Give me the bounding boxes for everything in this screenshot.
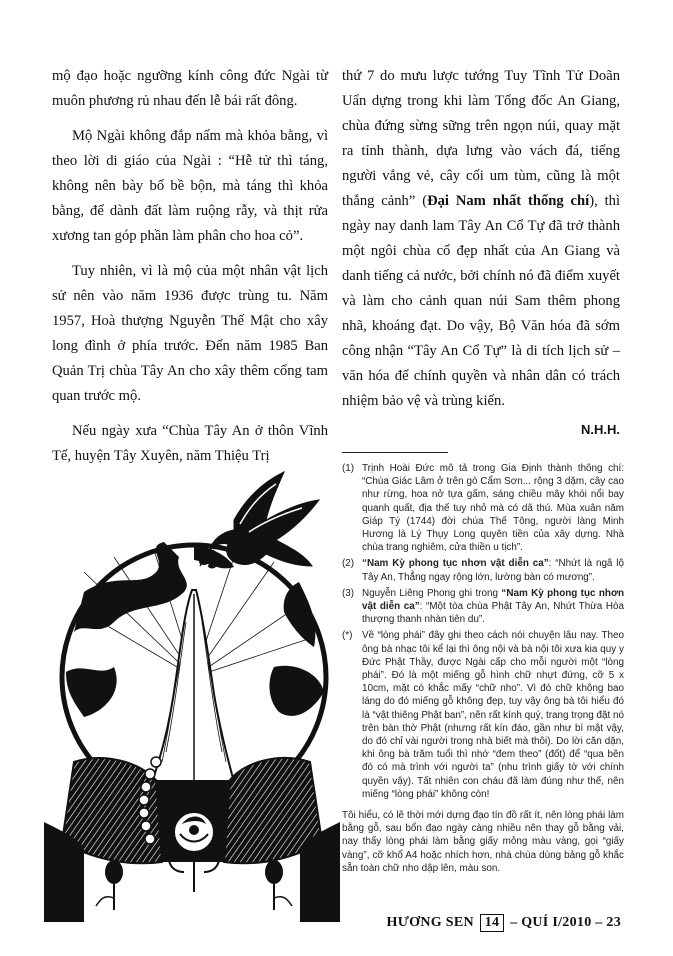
rose-bud-icon: [96, 860, 123, 910]
footnote-number: (3): [342, 587, 355, 599]
footnotes: [342, 462, 624, 875]
footnote-item: [342, 462, 624, 554]
footnote-number: (2): [342, 558, 355, 570]
paragraph: mộ đạo hoặc ngưỡng kính công đức Ngài từ muôn phương rủ nhau đến lễ bái rất đông.: [52, 68, 328, 109]
right-column: [342, 64, 620, 437]
paragraph: Tuy nhiên, vì là mộ của một nhân vật lịch sử nên vào năm 1936 được trùng tu. Năm 1957, Hoà thượng Nguyễn Thế Mật cho xây long đình ở phía trước. Đến năm 1985 Ban Quản Trị chùa Tây An cho xây thêm cổng tam quan trước mộ.: [52, 263, 328, 404]
footnote-item: [342, 557, 624, 583]
issue-number: 14: [480, 914, 505, 932]
footnote-number: (1): [342, 463, 355, 474]
left-column: [52, 64, 328, 479]
footnote-divider: [342, 452, 448, 453]
footnote-body: : “Một tòa chùa Phật Tây An, Nhứt Thừa Hòa thượng thanh nhàn tiên du”.: [362, 601, 624, 626]
book-title: Đại Nam nhất thống chí: [427, 193, 590, 209]
footnote-bold: “Nam Kỳ phong tục nhơn vật diễn ca”: [362, 587, 624, 613]
issue-date-page: – QUÍ I/2010 – 23: [510, 915, 621, 930]
footnote-text: Trịnh Hoài Đức mô tả trong Gia Định thành thông chí: “Chùa Giác Lâm ở trên gò Cẩm Sơn... rộng 3 dặm, cây cao như rừng, hoa nở tựa gấm, sáng chiều mây khói nổi bay quanh quất, địa thế tuy nhỏ mà có dã thú. Mùa xuân năm Giáp Tý (1744) đời chúa Thế Tông, người làng Minh Hương là Lý Thụy Long quyên tiền của xây dựng. Nhà chùa trang nghiêm, cửa thiền u tịch”.: [362, 463, 624, 554]
footnote-body: Nguyễn Liêng Phong ghi trong: [362, 587, 502, 599]
footnote-number: (*): [342, 630, 353, 642]
paragraph-text: ), thì ngày nay danh lam Tây An Cổ Tự đã trở thành một ngôi chùa cổ đẹp nhất của An Giang và danh tiếng cả nước, bởi chính nó đã điểm xuyết và làm cho cảnh quan núi Sam thêm phong nhã, khoáng đạt. Do vậy, Bộ Văn hóa đã sớm công nhận “Tây An Cổ Tự” là di tích lịch sử – văn hóa để chính quyền và nhân dân có trách nhiệm bảo vệ và trùng kiến.: [342, 193, 620, 409]
paragraph: [342, 64, 620, 414]
footnote-text: [362, 557, 624, 583]
page-footer: [387, 914, 621, 932]
footnote-item: [342, 587, 624, 627]
footnote-text: [362, 587, 624, 627]
paragraph: Nếu ngày xưa “Chùa Tây An ở thôn Vĩnh Tế, huyện Tây Xuyên, năm Thiệu Trị: [52, 423, 328, 464]
praying-hands-illustration: [44, 462, 340, 922]
footnote-body: : “Nhứt là ngã lộ Tây An, Thẳng ngay rộng lớn, lường bàn có mương”.: [362, 558, 624, 583]
footnote-text: Về “lòng phái” đây ghi theo cách nói chuyện lâu nay. Theo ông bà nhạc tôi kể lại thì ông nội và bà nội tôi xưa kia quy y Đức Phật Thầy, được Ngài cấp cho mỗi người một “lòng phái”. Đó là một miếng gỗ hình chữ nhựt đứng, cỡ 5 x 10cm, mặt có khắc mấy “chữ nho”. Vì đó chữ không bao láng do đó miếng gỗ không đẹp, tuy vậy ông bà tôi hiểu đó là “vật thiêng Phật ban”, nên rất kính quý, trang trọng đặt nó trên bàn thờ Phật (nhưng rất kín đáo, gần như bí mật vậy, do đó chỉ vài người trong nhà biết mà thôi). Do lời căn dặn, khi ông bà trăm tuổi thì nhớ “đem theo” (đốt) để “qua bên đó có mà trình với người ta” (nhu trình giấy tờ với chính quyền vậy). Tất nhiên con cháu đã làm đúng như thế, nên miếng “lòng phái” không còn!: [362, 630, 624, 800]
author-signature: N.H.H.: [581, 422, 620, 437]
magazine-name: HƯƠNG SEN: [386, 915, 474, 930]
footnote-continuation: Tôi hiểu, có lẽ thời mới dựng đạo tín đồ rất ít, nên lòng phái làm bằng gỗ, sau bổn đạo ngày càng nhiều nên thay gỗ bằng vải, nay thấy lòng phái làm bằng giấy mỏng màu vàng, gọi “giấy vàng”, cỡ khổ A4 hoặc nhích hơn, nhà chùa dùng bảng gỗ khắc sẵn toàn chữ nho dập lên, màu son.: [342, 810, 624, 874]
paragraph-text: thứ 7 do mưu lược tướng Tuy Tĩnh Tử Doãn Uẩn dựng trong khi làm Tổng đốc An Giang, chùa đứng sừng sững trên ngọn núi, quay mặt ra tỉnh thành, dựa lưng vào vách đá, tiếng người vắng vẻ, cây cối um tùm, cũng là một thắng cảnh” (: [342, 68, 620, 209]
rose-bud-icon: [265, 860, 292, 910]
footnote-bold: “Nam Kỳ phong tục nhơn vật diễn ca”: [362, 558, 549, 570]
paragraph: Mộ Ngài không đắp nấm mà khỏa bằng, vì theo lời di giáo của Ngài : “Hễ tử thì táng, không nên bày bố bề bộn, mà táng thì khỏa bằng, để dành đất làm ruộng rẫy, và thịt rửa xương tan góp phần làm phân cho hoa cỏ”.: [52, 128, 328, 244]
footnote-item: [342, 629, 624, 801]
